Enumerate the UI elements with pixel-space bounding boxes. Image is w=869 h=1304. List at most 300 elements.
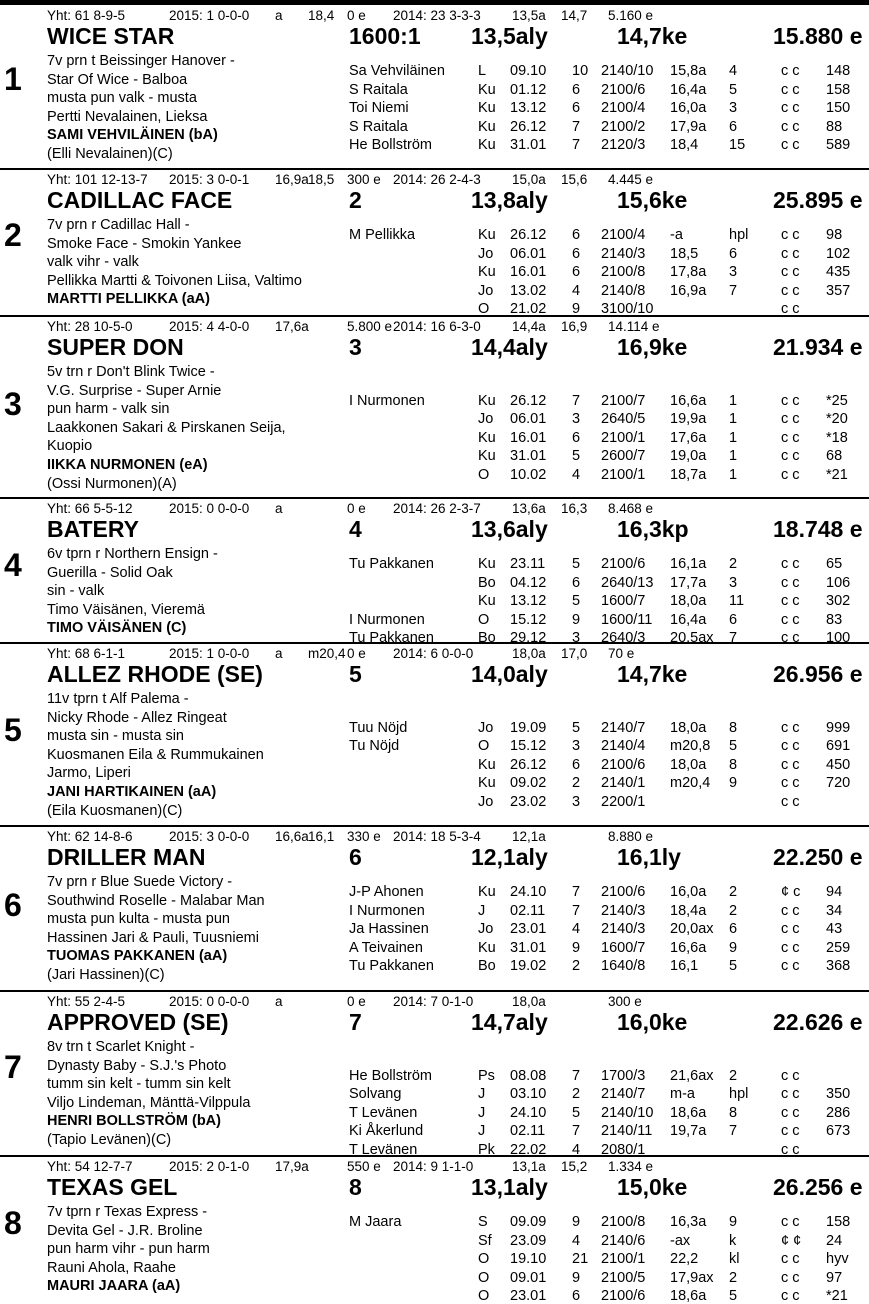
start-distance-track: 1700/3 — [601, 1067, 646, 1084]
stats-field: 2015: 0 0-0-0 — [169, 994, 250, 1009]
start-distance-track: 2100/8 — [601, 264, 646, 281]
stats-field: 330 e — [347, 829, 381, 844]
start-odds: 450 — [826, 756, 851, 773]
start-shoes: c c — [781, 756, 800, 773]
stats-field: 5.800 e — [347, 319, 393, 334]
start-code: 5 — [349, 661, 362, 687]
start-odds: 68 — [826, 448, 843, 465]
start-placing: 2 — [729, 902, 738, 919]
start-time: 18,4 — [670, 137, 699, 154]
start-odds: 259 — [826, 939, 851, 956]
start-shoes: c c — [781, 448, 800, 465]
start-distance-track: 2140/3 — [601, 245, 646, 262]
start-distance-track: 2100/4 — [601, 100, 646, 117]
start-placing: 6 — [729, 611, 738, 628]
start-race: 7 — [572, 1123, 581, 1140]
start-placing: 3 — [729, 574, 738, 591]
driver-name: MARTTI PELLIKKA (aA) — [47, 291, 210, 308]
start-shoes: c c — [781, 1251, 800, 1268]
start-time: m20,4 — [670, 775, 711, 792]
start-placing: 9 — [729, 939, 738, 956]
horse-info-line: (Elli Nevalainen)(C) — [47, 146, 173, 162]
start-track: J — [478, 1086, 486, 1103]
start-shoes: c c — [781, 1123, 800, 1140]
start-shoes: c c — [781, 939, 800, 956]
stats-field: 2015: 4 4-0-0 — [169, 319, 250, 334]
start-time: 19,7a — [670, 1123, 707, 1140]
start-distance-track: 2200/1 — [601, 794, 646, 810]
stats-field: Yht: 28 10-5-0 — [47, 319, 133, 334]
start-distance-track: 2100/4 — [601, 227, 646, 243]
start-date: 19.10 — [510, 1251, 547, 1268]
start-shoes: c c — [781, 593, 800, 610]
start-distance-track: 2600/7 — [601, 448, 646, 465]
start-shoes: c c — [781, 467, 800, 483]
entry-separator — [0, 315, 869, 317]
start-race: 2 — [572, 958, 581, 975]
start-time: -a — [670, 227, 683, 243]
start-date: 09.01 — [510, 1269, 547, 1286]
start-driver: A Teivainen — [349, 939, 423, 956]
horse-info-line: (Jari Hassinen)(C) — [47, 967, 165, 983]
horse-name: BATERY — [47, 516, 139, 542]
horse-info-line: Viljo Lindeman, Mänttä-Vilppula — [47, 1094, 251, 1111]
start-time: 19,0a — [670, 448, 707, 465]
start-distance-track: 2120/3 — [601, 137, 646, 154]
start-placing: 6 — [729, 921, 738, 938]
start-distance-track: 2640/5 — [601, 411, 646, 428]
stats-field: 16,9 — [561, 319, 588, 334]
start-track: Ku — [478, 118, 496, 135]
horse-name: APPROVED (SE) — [47, 1009, 229, 1035]
horse-info-line: (Tapio Levänen)(C) — [47, 1132, 172, 1148]
start-odds: 98 — [826, 227, 843, 243]
driver-name: HENRI BOLLSTRÖM (bA) — [47, 1113, 221, 1130]
stats-field: 1.334 e — [608, 1159, 654, 1174]
start-placing: 8 — [729, 1104, 738, 1121]
start-race: 3 — [572, 738, 581, 755]
start-track: Jo — [478, 719, 494, 736]
start-time: 20,0ax — [670, 921, 714, 938]
horse-info-line: Star Of Wice - Balboa — [47, 71, 188, 88]
start-driver: Sa Vehviläinen — [349, 63, 445, 79]
start-race: 9 — [572, 1214, 581, 1230]
start-shoes: c c — [781, 1269, 800, 1286]
start-distance-track: 2100/6 — [601, 556, 646, 572]
total-earnings: 26.256 e — [773, 1174, 863, 1200]
start-driver: I Nurmonen — [349, 392, 425, 409]
start-distance-track: 2640/13 — [601, 574, 654, 591]
start-shoes: ¢ c — [781, 884, 801, 900]
horse-info-line: Rauni Ahola, Raahe — [47, 1259, 176, 1276]
start-driver: He Bollström — [349, 137, 432, 154]
start-shoes: c c — [781, 137, 800, 154]
start-odds: 24 — [826, 1232, 843, 1249]
start-distance-track: 2100/6 — [601, 1288, 646, 1304]
start-driver: Tuu Nöjd — [349, 719, 408, 736]
start-date: 24.10 — [510, 884, 547, 900]
start-date: 09.10 — [510, 63, 547, 79]
start-odds: 88 — [826, 118, 843, 135]
start-shoes: c c — [781, 227, 800, 243]
start-placing: 2 — [729, 556, 738, 572]
start-race: 7 — [572, 392, 581, 409]
start-odds: 435 — [826, 264, 851, 281]
start-date: 09.02 — [510, 775, 547, 792]
start-odds: 83 — [826, 611, 843, 628]
record-volt: 16,3kp — [617, 516, 689, 542]
stats-field: 2015: 3 0-0-0 — [169, 829, 250, 844]
start-time: 16,4a — [670, 81, 707, 98]
start-odds: 350 — [826, 1086, 851, 1103]
start-code: 1600:1 — [349, 23, 421, 49]
start-odds: 691 — [826, 738, 851, 755]
start-placing: 6 — [729, 118, 738, 135]
start-distance-track: 2100/1 — [601, 1251, 646, 1268]
start-date: 13.02 — [510, 282, 547, 299]
start-time: 22,2 — [670, 1251, 699, 1268]
stats-field: 2014: 7 0-1-0 — [393, 994, 474, 1009]
start-code: 3 — [349, 334, 362, 360]
start-track: Bo — [478, 630, 496, 647]
driver-name: IIKKA NURMONEN (eA) — [47, 457, 208, 473]
start-odds: 357 — [826, 282, 851, 299]
entry-number: 4 — [4, 547, 22, 583]
start-time: 17,9ax — [670, 1269, 714, 1286]
stats-field: a — [275, 994, 283, 1009]
record-volt: 14,7ke — [617, 23, 688, 49]
start-race: 4 — [572, 282, 581, 299]
start-distance-track: 2140/7 — [601, 1086, 646, 1103]
start-placing: 1 — [729, 448, 738, 465]
total-earnings: 22.626 e — [773, 1009, 863, 1035]
horse-info-line: Kuosmanen Eila & Rummukainen — [47, 746, 264, 763]
stats-field: 4.445 e — [608, 172, 654, 187]
start-track: O — [478, 1269, 490, 1286]
start-race: 9 — [572, 939, 581, 956]
start-date: 21.02 — [510, 301, 547, 318]
start-code: 7 — [349, 1009, 362, 1035]
start-time: 18,7a — [670, 467, 707, 483]
start-shoes: c c — [781, 1142, 800, 1158]
start-odds: *21 — [826, 1288, 848, 1304]
stats-field: 2015: 0 0-0-0 — [169, 501, 250, 516]
start-time: 20,5ax — [670, 630, 714, 647]
stats-field: 16,6a — [275, 829, 309, 844]
start-track: S — [478, 1214, 488, 1230]
start-date: 26.12 — [510, 227, 547, 243]
start-date: 23.11 — [510, 556, 546, 572]
start-code: 6 — [349, 844, 362, 870]
start-track: Bo — [478, 958, 496, 975]
start-track: Ku — [478, 392, 496, 409]
stats-field: 13,5a — [512, 8, 546, 23]
start-shoes: c c — [781, 392, 800, 409]
start-track: Ku — [478, 775, 496, 792]
entry-separator — [0, 168, 869, 170]
start-distance-track: 2080/1 — [601, 1142, 646, 1158]
start-driver: S Raitala — [349, 118, 408, 135]
start-time: m20,8 — [670, 738, 711, 755]
start-odds: 302 — [826, 593, 851, 610]
start-date: 04.12 — [510, 574, 547, 591]
start-track: O — [478, 1288, 490, 1304]
stats-field: 14.114 e — [608, 319, 660, 334]
start-date: 23.02 — [510, 794, 547, 810]
start-date: 01.12 — [510, 81, 547, 98]
start-placing: k — [729, 1232, 737, 1249]
start-placing: 2 — [729, 1067, 738, 1084]
record-volt: 15,0ke — [617, 1174, 688, 1200]
horse-info-line: Laakkonen Sakari & Pirskanen Seija, — [47, 419, 286, 436]
start-track: Ku — [478, 264, 496, 281]
start-date: 06.01 — [510, 411, 547, 428]
start-odds: 673 — [826, 1123, 851, 1140]
start-distance-track: 2100/1 — [601, 467, 646, 483]
start-shoes: c c — [781, 100, 800, 117]
start-date: 16.01 — [510, 264, 547, 281]
record-autostart: 14,0aly — [471, 661, 548, 687]
start-shoes: c c — [781, 775, 800, 792]
start-date: 15.12 — [510, 738, 547, 755]
start-distance-track: 2140/10 — [601, 63, 654, 79]
entry-separator — [0, 497, 869, 499]
start-time: 18,0a — [670, 719, 707, 736]
start-distance-track: 2100/2 — [601, 118, 646, 135]
start-time: 16,0a — [670, 884, 707, 900]
start-race: 6 — [572, 429, 581, 446]
stats-field: Yht: 62 14-8-6 — [47, 829, 133, 844]
start-driver: J-P Ahonen — [349, 884, 424, 900]
entry-separator — [0, 642, 869, 644]
record-autostart: 13,5aly — [471, 23, 548, 49]
stats-field: a — [275, 501, 283, 516]
start-distance-track: 2140/11 — [601, 1123, 653, 1140]
start-placing: 15 — [729, 137, 746, 154]
start-race: 6 — [572, 264, 581, 281]
start-time: -ax — [670, 1232, 691, 1249]
stats-field: 550 e — [347, 1159, 381, 1174]
start-placing: 2 — [729, 1269, 738, 1286]
start-track: O — [478, 301, 490, 318]
start-driver: I Nurmonen — [349, 902, 425, 919]
start-race: 7 — [572, 118, 581, 135]
record-autostart: 14,4aly — [471, 334, 548, 360]
start-time: 16,1 — [670, 958, 699, 975]
start-date: 26.12 — [510, 392, 547, 409]
start-placing: 6 — [729, 245, 738, 262]
start-race: 5 — [572, 719, 581, 736]
entry-number: 1 — [4, 61, 22, 97]
start-track: Jo — [478, 411, 494, 428]
start-odds: 65 — [826, 556, 843, 572]
start-track: Ku — [478, 227, 496, 243]
horse-name: SUPER DON — [47, 334, 184, 360]
stats-field: Yht: 66 5-5-12 — [47, 501, 133, 516]
start-time: 16,6a — [670, 392, 707, 409]
start-race: 3 — [572, 794, 581, 810]
entry-number: 2 — [4, 217, 22, 253]
start-placing: 3 — [729, 264, 738, 281]
stats-field: 2015: 1 0-0-0 — [169, 646, 250, 661]
start-time: 16,9a — [670, 282, 707, 299]
start-track: Bo — [478, 574, 496, 591]
stats-field: m20,4 — [308, 646, 346, 661]
start-time: 17,9a — [670, 118, 707, 135]
start-date: 08.08 — [510, 1067, 547, 1084]
record-volt: 14,7ke — [617, 661, 688, 687]
start-track: Sf — [478, 1232, 492, 1249]
start-shoes: c c — [781, 902, 800, 919]
start-distance-track: 2100/6 — [601, 884, 646, 900]
start-odds: 97 — [826, 1269, 843, 1286]
start-distance-track: 1600/11 — [601, 611, 653, 628]
start-track: L — [478, 63, 487, 79]
horse-info-line: Smoke Face - Smokin Yankee — [47, 235, 242, 252]
horse-name: DRILLER MAN — [47, 844, 206, 870]
start-track: Jo — [478, 245, 494, 262]
stats-field: 5.160 e — [608, 8, 654, 23]
stats-field: 18,5 — [308, 172, 335, 187]
start-date: 31.01 — [510, 448, 547, 465]
start-track: O — [478, 1251, 490, 1268]
start-race: 6 — [572, 756, 581, 773]
start-placing: 2 — [729, 884, 738, 900]
start-shoes: c c — [781, 118, 800, 135]
record-volt: 16,9ke — [617, 334, 688, 360]
horse-name: TEXAS GEL — [47, 1174, 178, 1200]
horse-info-line: Dynasty Baby - S.J.'s Photo — [47, 1057, 227, 1074]
start-race: 5 — [572, 556, 581, 572]
stats-field: a — [275, 8, 283, 23]
horse-info-line: (Ossi Nurmonen)(A) — [47, 475, 177, 492]
horse-info-line: Devita Gel - J.R. Broline — [47, 1222, 203, 1239]
start-placing: hpl — [729, 1086, 749, 1103]
total-earnings: 18.748 e — [773, 516, 863, 542]
start-time: 18,5 — [670, 245, 699, 262]
horse-info-line: Guerilla - Solid Oak — [47, 564, 173, 581]
start-distance-track: 3100/10 — [601, 301, 654, 318]
start-shoes: c c — [781, 282, 800, 299]
start-driver: Ki Åkerlund — [349, 1123, 424, 1140]
start-placing: 1 — [729, 429, 738, 446]
start-driver: T Levänen — [349, 1104, 418, 1121]
start-odds: 100 — [826, 630, 851, 647]
driver-name: SAMI VEHVILÄINEN (bA) — [47, 127, 218, 144]
stats-field: 2014: 6 0-0-0 — [393, 646, 474, 661]
start-track: Ku — [478, 756, 496, 773]
stats-field: 17,6a — [275, 319, 309, 334]
start-odds: 148 — [826, 63, 851, 79]
horse-info-line: 11v tprn t Alf Palema - — [47, 691, 189, 707]
start-date: 26.12 — [510, 118, 547, 135]
horse-info-line: Kuopio — [47, 438, 93, 455]
start-time: 16,6a — [670, 939, 707, 956]
horse-info-line: Southwind Roselle - Malabar Man — [47, 892, 265, 909]
stats-field: 2014: 16 6-3-0 — [393, 319, 481, 334]
start-track: Ku — [478, 429, 496, 446]
start-shoes: c c — [781, 1086, 800, 1103]
start-track: O — [478, 738, 490, 755]
start-placing: 9 — [729, 775, 738, 792]
start-race: 4 — [572, 1232, 581, 1249]
start-race: 3 — [572, 630, 581, 647]
start-race: 2 — [572, 1086, 581, 1103]
start-odds: *18 — [826, 429, 848, 446]
stats-field: 2014: 26 2-4-3 — [393, 172, 481, 187]
start-date: 10.02 — [510, 467, 547, 483]
start-odds: 150 — [826, 100, 851, 117]
start-shoes: c c — [781, 574, 800, 591]
horse-info-line: pun harm - valk sin — [47, 401, 170, 418]
horse-info-line: valk vihr - valk — [47, 254, 139, 271]
horse-info-line: Timo Väisänen, Vieremä — [47, 601, 205, 618]
start-date: 09.09 — [510, 1214, 547, 1230]
stats-field: 16,3 — [561, 501, 588, 516]
horse-info-line: 6v tprn r Northern Ensign - — [47, 546, 218, 562]
start-placing: 1 — [729, 467, 738, 483]
start-shoes: c c — [781, 921, 800, 938]
stats-field: 13,1a — [512, 1159, 546, 1174]
stats-field: 13,6a — [512, 501, 546, 516]
horse-info-line: Pertti Nevalainen, Lieksa — [47, 108, 208, 125]
start-track: Jo — [478, 921, 494, 938]
start-placing: 5 — [729, 738, 738, 755]
start-shoes: c c — [781, 794, 800, 810]
start-odds: 286 — [826, 1104, 851, 1121]
total-earnings: 15.880 e — [773, 23, 863, 49]
horse-info-line: 5v trn r Don't Blink Twice - — [47, 364, 215, 380]
horse-info-line: tumm sin kelt - tumm sin kelt — [47, 1076, 231, 1093]
entry-number: 6 — [4, 887, 22, 923]
start-race: 6 — [572, 81, 581, 98]
start-distance-track: 2140/3 — [601, 902, 646, 919]
stats-field: 15,2 — [561, 1159, 588, 1174]
start-odds: 158 — [826, 1214, 851, 1230]
start-time: 21,6ax — [670, 1067, 714, 1084]
start-race: 21 — [572, 1251, 589, 1268]
start-odds: *25 — [826, 392, 848, 409]
start-odds: 34 — [826, 902, 843, 919]
start-date: 29.12 — [510, 630, 547, 647]
start-driver: Tu Pakkanen — [349, 556, 434, 572]
start-odds: 158 — [826, 81, 851, 98]
start-driver: Ja Hassinen — [349, 921, 429, 938]
stats-field: 2014: 23 3-3-3 — [393, 8, 481, 23]
start-race: 9 — [572, 611, 581, 628]
start-shoes: c c — [781, 1214, 800, 1230]
start-track: Ku — [478, 939, 496, 956]
horse-name: ALLEZ RHODE (SE) — [47, 661, 263, 687]
start-date: 19.02 — [510, 958, 547, 975]
start-placing: hpl — [729, 227, 749, 243]
start-race: 4 — [572, 921, 581, 938]
stats-field: 16,1 — [308, 829, 335, 844]
start-race: 6 — [572, 574, 581, 591]
total-earnings: 22.250 e — [773, 844, 863, 870]
start-shoes: ¢ ¢ — [781, 1232, 802, 1249]
record-volt: 15,6ke — [617, 187, 688, 213]
horse-info-line: Nicky Rhode - Allez Ringeat — [47, 709, 227, 726]
start-shoes: c c — [781, 1104, 800, 1121]
stats-field: 0 e — [347, 646, 366, 661]
total-earnings: 25.895 e — [773, 187, 863, 213]
start-driver: M Jaara — [349, 1214, 402, 1230]
record-autostart: 12,1aly — [471, 844, 548, 870]
start-track: Ku — [478, 556, 496, 572]
start-distance-track: 2100/6 — [601, 756, 646, 773]
start-distance-track: 2100/5 — [601, 1269, 646, 1286]
